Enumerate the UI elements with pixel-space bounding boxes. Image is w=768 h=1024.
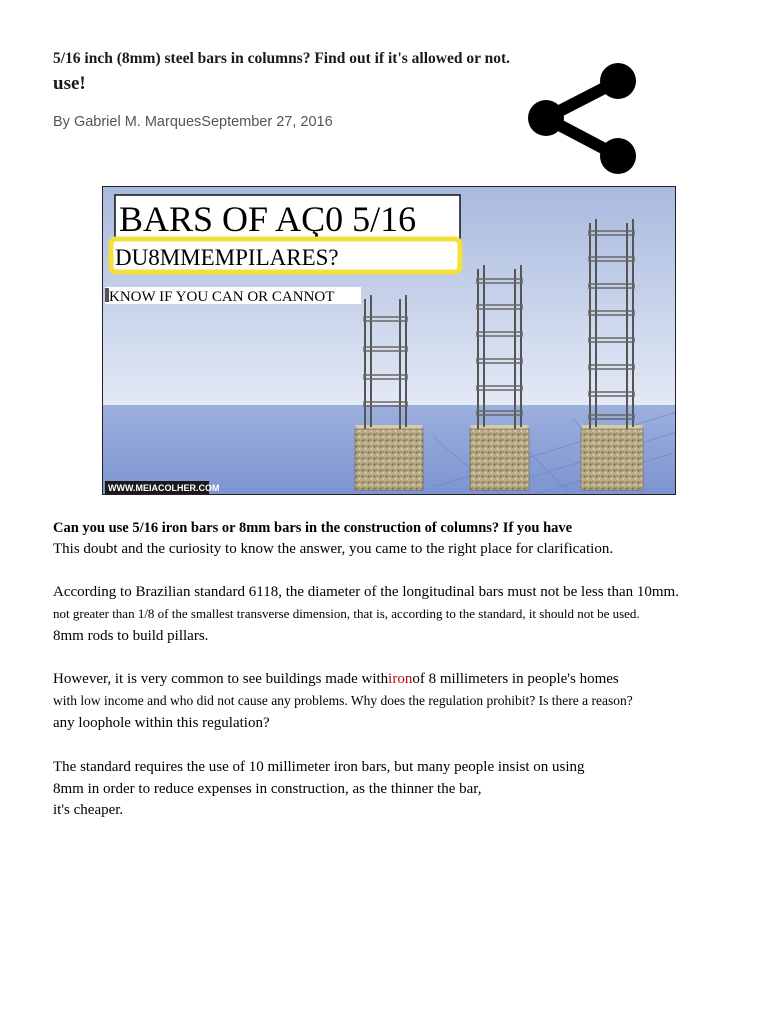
paragraph-2-line-1: According to Brazilian standard 6118, the diameter of the longitudinal bars must not be less than 10mm. [53, 584, 679, 600]
paragraph-1-line-2: This doubt and the curiosity to know the answer, you came to the right place for clarification. [53, 541, 614, 557]
paragraph-3-line-2: with low income and who did not cause any problems. Why does the regulation prohibit? Is there a reason? [53, 693, 633, 708]
hero-headline: BARS OF AÇ0 5/16 [119, 199, 417, 239]
paragraph-4-line-1: The standard requires the use of 10 millimeter iron bars, but many people insist on using [53, 759, 585, 775]
hero-subheadline: DU8MMEMPILARES? [115, 245, 339, 270]
article-title: 5/16 inch (8mm) steel bars in columns? Find out if it's allowed or not. [53, 50, 510, 67]
hero-watermark: WWW.MEIACOLHER.COM [108, 483, 220, 493]
paragraph-3-text-before: However, it is very common to see buildings made with [53, 671, 389, 687]
paragraph-2-line-3: 8mm rods to build pillars. [53, 628, 209, 644]
iron-link[interactable]: iron [388, 671, 413, 687]
paragraph-1-line-1: Can you use 5/16 iron bars or 8mm bars in the construction of columns? If you have [53, 520, 573, 536]
paragraph-3-line-1 [53, 671, 619, 688]
byline: By Gabriel M. MarquesSeptember 27, 2016 [53, 114, 333, 130]
share-button[interactable] [524, 58, 640, 178]
hero-tagline: KNOW IF YOU CAN OR CANNOT [109, 289, 335, 305]
share-icon [524, 58, 640, 178]
paragraph-4-line-2: 8mm in order to reduce expenses in construction, as the thinner the bar, [53, 781, 482, 797]
paragraph-3-text-after: of 8 millimeters in people's homes [412, 671, 619, 687]
hero-image [102, 186, 676, 495]
paragraph-2-line-2: not greater than 1/8 of the smallest transverse dimension, that is, according to the standard, it should not be used. [53, 606, 640, 621]
paragraph-4-line-3: it's cheaper. [53, 802, 124, 818]
article-title-continued: use! [53, 73, 86, 94]
paragraph-3-line-3: any loophole within this regulation? [53, 715, 270, 731]
